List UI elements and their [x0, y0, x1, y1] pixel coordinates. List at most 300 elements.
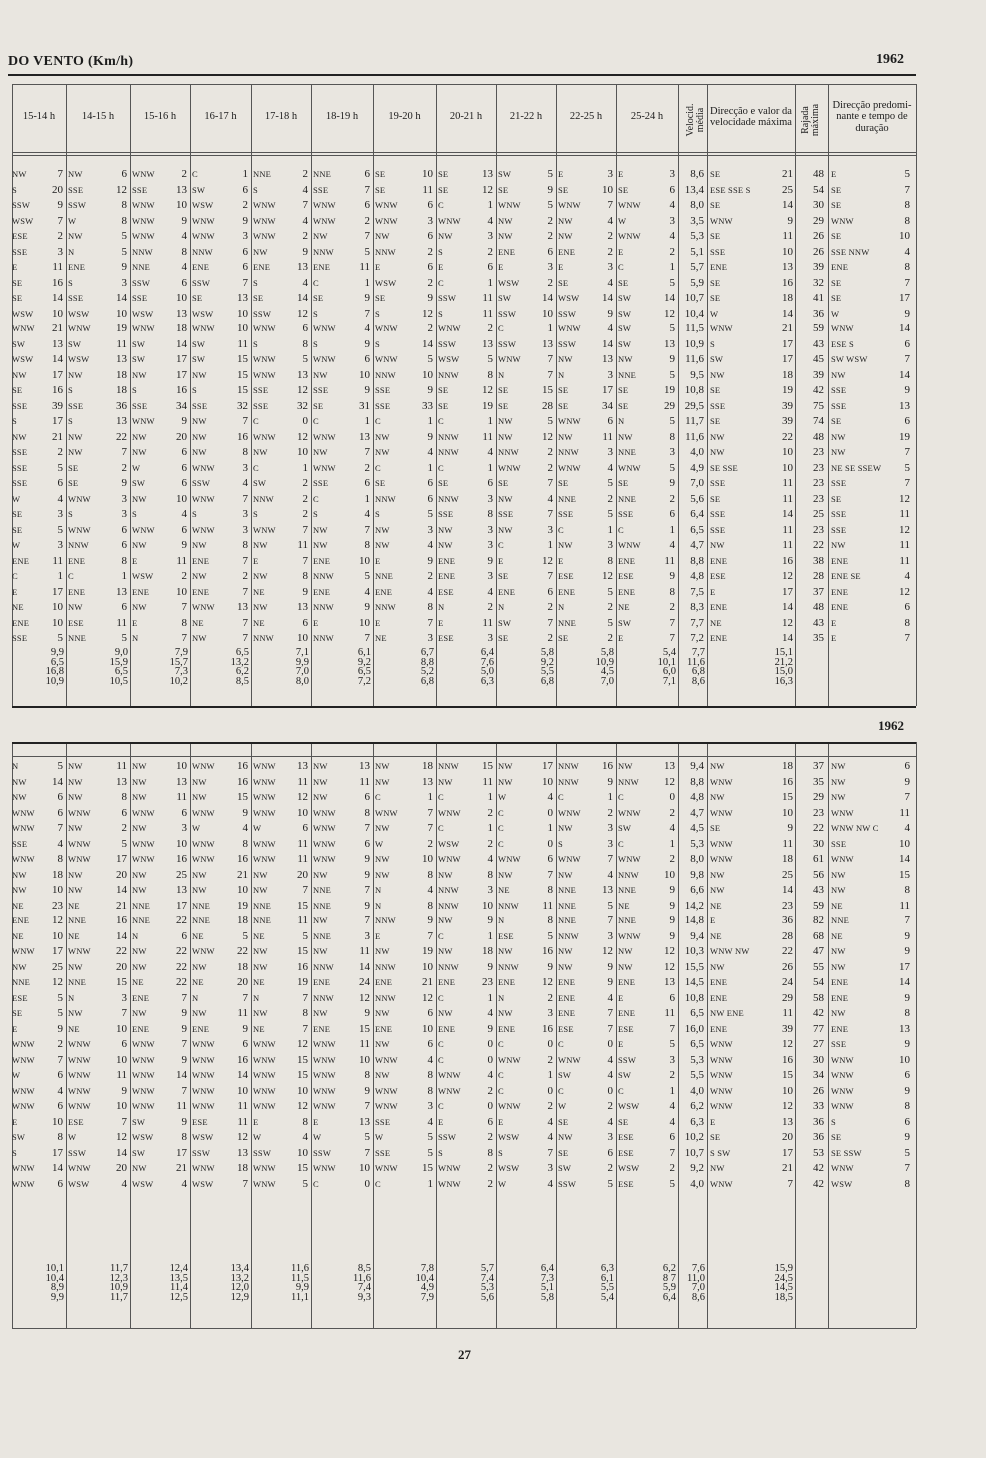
wind-direction: NNW — [313, 961, 334, 972]
max-speed-direction: SE — [710, 231, 721, 241]
max-gust: 23 — [813, 477, 824, 489]
wind-direction: NW — [498, 761, 513, 771]
wind-speed: 5 — [427, 1131, 433, 1143]
wind-direction: W — [313, 1132, 322, 1142]
wind-speed: 13 — [176, 775, 187, 788]
wind-speed: 6 — [427, 199, 433, 211]
wind-speed: 11 — [52, 554, 63, 567]
header-rule — [8, 74, 916, 76]
wind-speed: 1 — [487, 276, 493, 289]
wind-speed: 3 — [669, 214, 675, 227]
wind-direction: WNW — [192, 602, 215, 612]
prevailing-duration: 9 — [904, 991, 910, 1004]
wind-speed: 8 — [242, 837, 248, 850]
wind-direction: SSE — [253, 385, 269, 395]
wind-speed: 8 — [669, 585, 675, 598]
wind-speed: 4 — [487, 446, 493, 458]
wind-direction: C — [438, 1054, 444, 1065]
prevailing-direction: ENE — [831, 602, 849, 612]
wind-speed: 9 — [242, 214, 248, 227]
wind-direction: N — [375, 885, 382, 895]
wind-direction: WNW — [375, 323, 398, 333]
wind-speed: 7 — [364, 1146, 370, 1159]
wind-speed: 9 — [57, 1022, 63, 1035]
wind-speed: 0 — [487, 1100, 493, 1112]
max-speed-value: 17 — [782, 337, 793, 350]
section2-top-rule — [12, 742, 916, 744]
wind-direction: NNE — [132, 262, 151, 272]
wind-speed: 4 — [669, 230, 675, 242]
wind-direction: WNW — [498, 1054, 521, 1065]
wind-speed: 15 — [237, 791, 248, 803]
wind-direction: NW — [375, 231, 390, 241]
wind-speed: 6 — [427, 492, 433, 505]
max-speed-direction: NW — [710, 885, 725, 895]
wind-speed: 6 — [547, 245, 553, 258]
wind-speed: 6 — [181, 929, 187, 942]
wind-direction: ESE — [558, 571, 574, 581]
wind-speed: 9 — [669, 884, 675, 896]
wind-direction: ESE — [618, 571, 634, 581]
wind-direction: WNW — [12, 854, 35, 864]
wind-speed: 13 — [359, 430, 370, 443]
wind-direction: WNW — [375, 354, 398, 364]
wind-speed: 3 — [607, 446, 613, 458]
table-row — [0, 632, 986, 644]
wind-speed: 12 — [602, 945, 613, 957]
wind-direction: SSW — [498, 338, 517, 349]
prevailing-duration: 6 — [904, 601, 910, 613]
wind-speed: 7 — [242, 585, 248, 598]
wind-direction: SSE — [375, 1116, 391, 1127]
wind-direction: ENE — [618, 586, 636, 597]
wind-direction: E — [132, 555, 138, 566]
table-row — [0, 446, 986, 458]
wind-direction: SE — [12, 1008, 23, 1018]
wind-direction: C — [438, 200, 444, 210]
wind-speed: 0 — [547, 806, 553, 819]
max-speed-direction: SSE — [710, 478, 726, 488]
average-block: 10,1 10,4 8,9 9,9 — [45, 1263, 64, 1303]
wind-direction: WNW — [253, 215, 276, 226]
wind-speed: 4 — [607, 868, 613, 881]
wind-direction: ENE — [558, 586, 576, 597]
table-row — [0, 617, 986, 629]
wind-speed: 10 — [176, 199, 187, 211]
wind-direction: SSE — [438, 509, 454, 519]
wind-speed: 3 — [607, 261, 613, 273]
wind-speed: 9 — [181, 539, 187, 551]
wind-speed: 2 — [547, 276, 553, 289]
wind-direction: N — [498, 602, 505, 612]
wind-direction: C — [68, 571, 74, 581]
wind-speed: 34 — [176, 399, 187, 412]
prevailing-duration: 7 — [904, 183, 910, 196]
table-row — [0, 992, 986, 1004]
wind-speed: 15 — [422, 1162, 433, 1174]
prevailing-duration: 12 — [899, 523, 910, 536]
wind-speed: 17 — [176, 368, 187, 381]
prevailing-duration: 7 — [904, 353, 910, 365]
wind-speed: 19 — [482, 399, 493, 412]
wind-speed: 5 — [547, 168, 553, 180]
wind-speed: 2 — [302, 230, 308, 242]
wind-speed: 15 — [482, 760, 493, 772]
wind-speed: 1 — [547, 539, 553, 551]
average-block: 6,1 9,2 6,5 7,2 — [357, 647, 371, 687]
mean-speed: 6,6 — [690, 884, 704, 896]
wind-direction: NNW — [438, 885, 459, 895]
wind-speed: 4 — [242, 477, 248, 489]
wind-direction: S — [12, 416, 17, 426]
wind-speed: 12 — [664, 307, 675, 320]
wind-speed: 9 — [669, 929, 675, 942]
table-row — [0, 508, 986, 520]
wind-speed: 7 — [364, 183, 370, 196]
wind-speed: 6 — [242, 261, 248, 273]
max-gust: 77 — [813, 1022, 824, 1035]
wind-speed: 4 — [57, 1084, 63, 1097]
wind-direction: NW — [558, 431, 573, 442]
max-gust: 48 — [813, 430, 824, 443]
table-row — [0, 1116, 986, 1128]
wind-direction: WNW — [132, 231, 155, 241]
prevailing-duration: 8 — [904, 884, 910, 896]
wind-speed: 3 — [487, 570, 493, 582]
wind-speed: 7 — [364, 523, 370, 536]
section2-top-rule-inner — [12, 756, 916, 757]
wind-direction: W — [253, 823, 262, 833]
wind-direction: NW — [192, 869, 207, 880]
wind-direction: NW — [253, 447, 268, 457]
table-row — [0, 1085, 986, 1097]
wind-speed: 4 — [607, 461, 613, 474]
wind-direction: ENE — [313, 555, 331, 566]
wind-speed: 9 — [181, 214, 187, 227]
wind-speed: 21 — [52, 322, 63, 334]
wind-direction: SW — [498, 169, 512, 179]
wind-speed: 3 — [669, 446, 675, 458]
wind-speed: 14 — [116, 1146, 127, 1159]
prevailing-duration: 5 — [904, 461, 910, 474]
wind-speed: 11 — [176, 554, 187, 567]
max-gust: 48 — [813, 601, 824, 613]
wind-speed: 15 — [297, 1162, 308, 1174]
wind-speed: 8 — [364, 806, 370, 819]
prevailing-direction: ENE — [831, 1023, 849, 1034]
wind-speed: 8 — [181, 1131, 187, 1143]
wind-speed: 6 — [181, 276, 187, 289]
wind-speed: 12 — [542, 554, 553, 567]
wind-speed: 17 — [52, 1146, 63, 1159]
wind-direction: SE — [253, 293, 264, 303]
wind-speed: 20 — [176, 430, 187, 443]
wind-direction: WNW — [253, 369, 276, 380]
table-row — [0, 1178, 986, 1190]
wind-direction: WNW — [253, 354, 276, 364]
wind-speed: 10 — [116, 1022, 127, 1035]
max-speed-value: 12 — [782, 570, 793, 582]
wind-direction: ENE — [313, 262, 331, 272]
table-row — [0, 570, 986, 582]
wind-direction: SE — [498, 478, 509, 488]
wind-speed: 13 — [422, 775, 433, 788]
wind-speed: 6 — [427, 261, 433, 273]
wind-direction: SSW — [313, 1147, 332, 1158]
max-speed-value: 20 — [782, 1131, 793, 1143]
wind-direction: W — [375, 1132, 384, 1142]
wind-direction: C — [558, 1085, 564, 1096]
wind-speed: 2 — [364, 461, 370, 474]
wind-direction: WNW — [192, 215, 215, 226]
wind-direction: WNW — [375, 1054, 398, 1065]
wind-speed: 7 — [607, 1022, 613, 1035]
wind-speed: 2 — [547, 991, 553, 1004]
prevailing-duration: 7 — [904, 477, 910, 489]
wind-speed: 4 — [57, 492, 63, 505]
wind-speed: 8 — [302, 1115, 308, 1128]
max-gust: 42 — [813, 1162, 824, 1174]
prevailing-direction: NW — [831, 540, 846, 550]
wind-speed: 4 — [669, 1100, 675, 1112]
wind-speed: 9 — [181, 415, 187, 427]
max-gust: 30 — [813, 837, 824, 850]
max-speed-value: 10 — [782, 446, 793, 458]
max-speed-value: 19 — [782, 384, 793, 396]
wind-speed: 11 — [542, 899, 553, 912]
max-speed-direction: WNW — [710, 1101, 733, 1111]
wind-speed: 1 — [487, 991, 493, 1004]
wind-direction: C — [438, 823, 444, 833]
wind-direction: NW — [192, 885, 207, 895]
wind-speed: 21 — [237, 868, 248, 881]
wind-speed: 2 — [242, 570, 248, 582]
wind-speed: 8 — [607, 554, 613, 567]
wind-speed: 16 — [542, 1022, 553, 1035]
wind-speed: 1 — [487, 199, 493, 211]
wind-direction: NNW — [313, 246, 334, 257]
wind-speed: 8 — [427, 601, 433, 613]
mean-speed: 6,4 — [690, 508, 704, 520]
table-row — [0, 384, 986, 396]
wind-direction: NW — [253, 885, 268, 895]
wind-direction: NE — [375, 633, 387, 643]
wind-direction: NW — [558, 540, 573, 550]
wind-speed: 2 — [487, 1177, 493, 1190]
wind-direction: NW — [192, 961, 207, 972]
wind-direction: NW — [253, 1008, 268, 1018]
wind-direction: NNE — [68, 633, 87, 643]
wind-speed: 5 — [669, 276, 675, 289]
wind-speed: 9 — [427, 292, 433, 304]
wind-direction: ENE — [192, 555, 210, 566]
wind-speed: 5 — [57, 523, 63, 536]
wind-speed: 2 — [487, 322, 493, 334]
max-speed-direction: SE SSE — [710, 462, 738, 473]
wind-speed: 8 — [181, 616, 187, 629]
wind-speed: 11 — [297, 853, 308, 865]
wind-speed: 12 — [542, 976, 553, 988]
prevailing-duration: 11 — [899, 899, 910, 912]
max-speed-direction: ESE SSE S — [710, 184, 751, 195]
max-speed-direction: WNW — [710, 1178, 733, 1189]
wind-speed: 9 — [427, 554, 433, 567]
column-header-hour: 17-18 h — [264, 111, 298, 123]
wind-direction: WNW — [12, 807, 35, 818]
wind-speed: 6 — [364, 791, 370, 803]
wind-speed: 3 — [427, 523, 433, 536]
section2-bottom-rule — [12, 1328, 916, 1329]
wind-speed: 9 — [547, 183, 553, 196]
wind-speed: 4 — [302, 214, 308, 227]
wind-speed: 22 — [116, 945, 127, 957]
column-header-hour: 15-14 h — [22, 111, 56, 123]
wind-direction: WNW — [618, 930, 641, 941]
wind-speed: 11 — [482, 292, 493, 304]
wind-direction: NW — [375, 431, 390, 442]
wind-speed: 7 — [302, 199, 308, 211]
wind-speed: 12 — [602, 570, 613, 582]
table-row — [0, 791, 986, 803]
wind-speed: 14 — [542, 292, 553, 304]
wind-speed: 19 — [237, 899, 248, 912]
wind-direction: S — [253, 277, 258, 288]
wind-direction: WSW — [558, 293, 580, 303]
max-gust: 22 — [813, 822, 824, 834]
wind-speed: 3 — [57, 245, 63, 258]
wind-speed: 14 — [52, 353, 63, 365]
wind-direction: NNW — [313, 633, 334, 643]
wind-speed: 10 — [176, 837, 187, 850]
wind-direction: NNW — [68, 540, 89, 550]
wind-direction: SE — [558, 385, 569, 395]
wind-speed: 11 — [52, 261, 63, 273]
wind-speed: 3 — [607, 837, 613, 850]
wind-direction: WNW — [375, 1085, 398, 1096]
wind-speed: 2 — [487, 245, 493, 258]
wind-direction: NW — [618, 946, 633, 956]
wind-speed: 6 — [364, 353, 370, 365]
wind-direction: NW — [313, 231, 328, 241]
wind-direction: SW — [558, 1070, 572, 1080]
wind-direction: ESE — [438, 633, 454, 643]
wind-direction: C — [498, 823, 504, 833]
wind-speed: 2 — [427, 570, 433, 582]
wind-speed: 1 — [364, 276, 370, 289]
wind-direction: SE — [618, 385, 629, 395]
wind-speed: 10 — [116, 307, 127, 320]
wind-speed: 11 — [176, 1100, 187, 1112]
wind-direction: E — [12, 262, 18, 272]
max-speed-value: 39 — [782, 415, 793, 427]
wind-speed: 16 — [297, 960, 308, 973]
wind-direction: WNW — [313, 1054, 336, 1065]
wind-direction: SSW — [438, 1132, 457, 1142]
wind-direction: NW — [132, 869, 147, 880]
mean-speed: 11,7 — [685, 415, 704, 427]
wind-direction: C — [558, 524, 564, 535]
wind-direction: SE — [498, 184, 509, 195]
wind-speed: 13 — [482, 337, 493, 350]
average-block: 6,4 7,3 5,1 5,8 — [540, 1263, 554, 1303]
wind-direction: SSW — [558, 338, 577, 349]
wind-speed: 7 — [242, 554, 248, 567]
wind-speed: 13 — [176, 884, 187, 896]
mean-speed: 10,3 — [684, 945, 704, 957]
table-row — [0, 168, 986, 180]
wind-direction: NW — [132, 1008, 147, 1018]
wind-speed: 12 — [297, 1100, 308, 1112]
wind-speed: 4 — [669, 199, 675, 211]
wind-direction: WSW — [498, 1163, 520, 1173]
wind-direction: NW — [558, 354, 573, 364]
wind-direction: ENE — [132, 992, 150, 1003]
wind-direction: SE — [375, 293, 386, 303]
wind-speed: 2 — [427, 245, 433, 258]
wind-direction: WNW — [192, 946, 215, 956]
wind-direction: NW — [498, 231, 513, 241]
wind-speed: 17 — [52, 585, 63, 598]
wind-direction: SSE — [12, 838, 28, 849]
average-block: 7,9 15,7 7,3 10,2 — [169, 647, 188, 687]
prevailing-duration: 19 — [899, 430, 910, 443]
max-speed-direction: W — [710, 308, 719, 319]
wind-direction: WSW — [68, 1178, 90, 1189]
wind-direction: C — [558, 1039, 564, 1049]
wind-speed: 4 — [427, 1053, 433, 1066]
wind-speed: 3 — [487, 523, 493, 536]
wind-speed: 2 — [607, 230, 613, 242]
prevailing-direction: WNW — [831, 323, 854, 333]
prevailing-direction: SW WSW — [831, 354, 868, 364]
wind-direction: WNW — [558, 416, 581, 426]
wind-speed: 11 — [237, 337, 248, 350]
max-gust: 42 — [813, 1177, 824, 1190]
wind-speed: 7 — [121, 1007, 127, 1019]
wind-direction: E — [253, 1116, 259, 1127]
wind-direction: S — [253, 184, 258, 195]
prevailing-direction: ENE — [831, 977, 849, 987]
wind-direction: NW — [438, 946, 453, 956]
wind-speed: 9 — [427, 914, 433, 926]
max-gust: 53 — [813, 1146, 824, 1159]
wind-speed: 8 — [302, 1007, 308, 1019]
wind-speed: 2 — [607, 632, 613, 644]
average-block: 6,4 7,6 5,0 6,3 — [480, 647, 494, 687]
wind-direction: SE — [618, 184, 629, 195]
prevailing-direction: NW — [831, 869, 846, 880]
wind-speed: 12 — [297, 430, 308, 443]
wind-speed: 2 — [669, 806, 675, 819]
wind-speed: 6 — [242, 1038, 248, 1050]
mean-speed: 5,5 — [690, 1069, 704, 1081]
wind-direction: NNE — [558, 617, 577, 628]
wind-direction: NW — [313, 776, 328, 787]
wind-direction: NNE — [618, 915, 637, 925]
wind-direction: ENE — [313, 1023, 331, 1034]
mean-speed: 4,7 — [690, 539, 704, 551]
wind-direction: E — [313, 1116, 319, 1127]
average-block: 7,1 9,9 7,0 8,0 — [295, 647, 309, 687]
wind-direction: SSE — [12, 462, 28, 473]
wind-speed: 14 — [602, 292, 613, 304]
wind-direction: ENE — [498, 977, 516, 987]
wind-speed: 5 — [364, 570, 370, 582]
wind-direction: WSW — [12, 354, 34, 364]
wind-speed: 7 — [427, 806, 433, 819]
wind-direction: NW — [253, 602, 268, 612]
wind-speed: 6 — [364, 837, 370, 850]
